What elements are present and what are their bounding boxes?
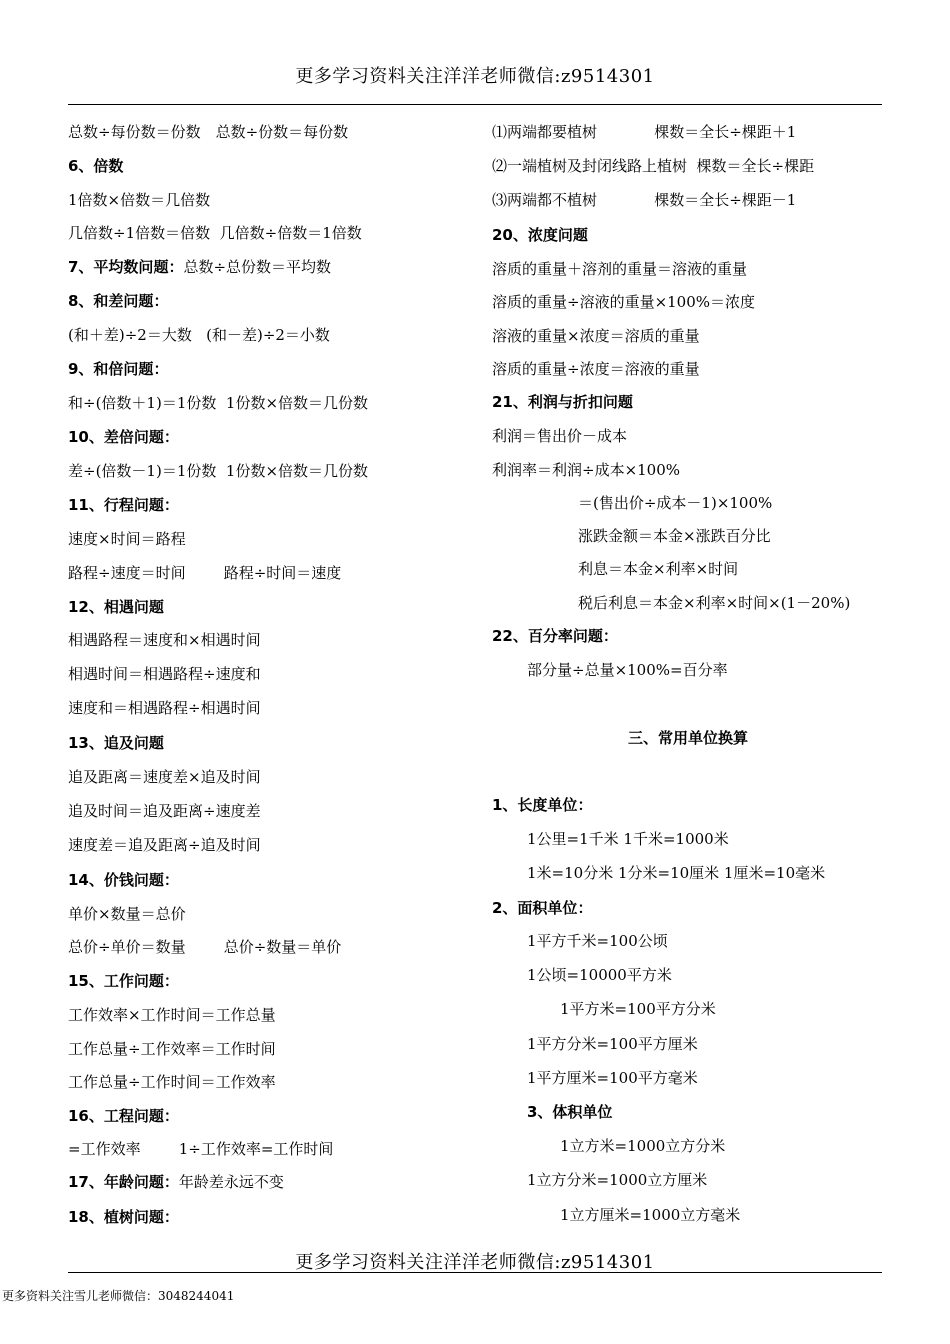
footer-rule [68,1272,882,1273]
page-footer: 更多学习资料关注洋洋老师微信:z9514301 [295,1252,655,1273]
formula-text: 年龄差永远不变 [178,1173,284,1191]
side-note: 更多资料关注雪儿老师微信：3048244041 [2,1289,235,1303]
formula-line: 利润＝售出价－成本 [492,427,628,445]
section-heading: 14、价钱问题： [68,871,179,889]
section-heading: 8、和差问题： [68,292,169,310]
formula-line: 溶质的重量÷浓度＝溶液的重量 [492,360,700,378]
formula-line: 工作总量÷工作时间＝工作效率 [68,1073,276,1091]
section-heading: 11、行程问题： [68,496,179,514]
formula-line: 1平方米=100平方分米 [560,1000,716,1018]
formula-line: 涨跌金额＝本金×涨跌百分比 [578,527,771,545]
formula-line: ⑵一端植树及封闭线路上植树 棵数＝全长÷棵距 [492,157,815,175]
section-heading: 21、利润与折扣问题 [492,393,633,411]
formula-line: 总价÷单价＝数量 总价÷数量＝单价 [68,938,342,956]
section-heading: 17、年龄问题： [68,1173,179,1191]
formula-line: 总数÷每份数＝份数 总数÷份数＝每份数 [68,123,349,141]
formula-line: 速度差＝追及距离÷追及时间 [68,836,261,854]
formula-line: 1米=10分米 1分米=10厘米 1厘米=10毫米 [527,864,826,882]
formula-line: 1平方千米=100公顷 [527,932,668,950]
formula-line: 1立方分米=1000立方厘米 [527,1171,708,1189]
formula-line: 1倍数×倍数＝几倍数 [68,191,211,209]
formula-line: 和÷(倍数＋1)＝1份数 1份数×倍数＝几份数 [68,394,369,412]
formula-line: 速度×时间＝路程 [68,530,186,548]
section-heading: 18、植树问题： [68,1208,179,1226]
formula-line: 1平方分米=100平方厘米 [527,1035,698,1053]
formula-line: 溶质的重量÷溶液的重量×100%＝浓度 [492,293,756,311]
formula-line: 速度和＝相遇路程÷相遇时间 [68,699,261,717]
formula-line: ＝(售出价÷成本－1)×100% [578,494,773,512]
section-heading-inline [68,257,331,277]
formula-line: 相遇路程＝速度和×相遇时间 [68,631,261,649]
formula-line: 追及距离＝速度差×追及时间 [68,768,261,786]
formula-line: 相遇时间＝相遇路程÷速度和 [68,665,261,683]
formula-line: 路程÷速度＝时间 路程÷时间＝速度 [68,564,342,582]
header-rule [68,104,882,105]
section-heading: 13、追及问题 [68,734,164,752]
section-heading: 12、相遇问题 [68,598,164,616]
formula-line: 单价×数量＝总价 [68,905,186,923]
section-heading: 10、差倍问题： [68,428,179,446]
formula-line: 溶质的重量＋溶剂的重量＝溶液的重量 [492,260,748,278]
section-heading: 7、平均数问题： [68,258,184,276]
formula-line: 1平方厘米=100平方毫米 [527,1069,698,1087]
formula-text: 总数÷总份数＝平均数 [183,258,332,276]
section-heading-inline [68,1172,284,1192]
formula-line: 利息＝本金×利率×时间 [578,560,739,578]
formula-line: (和＋差)÷2＝大数 (和－差)÷2＝小数 [68,326,330,344]
formula-line: 几倍数÷1倍数＝倍数 几倍数÷倍数＝1倍数 [68,224,362,242]
formula-line: 工作效率×工作时间＝工作总量 [68,1006,276,1024]
section-heading: 9、和倍问题： [68,360,169,378]
formula-line: 追及时间＝追及距离÷速度差 [68,802,261,820]
section-title-unit-conversion: 三、常用单位换算 [627,729,748,747]
formula-line: 1公里=1千米 1千米=1000米 [527,830,729,848]
formula-line: 1立方米=1000立方分米 [560,1137,726,1155]
section-heading: 1、长度单位： [492,796,593,814]
section-heading: 6、倍数 [68,157,124,175]
formula-line: ⑶两端都不植树 棵数＝全长÷棵距－1 [492,191,797,209]
formula-line: =工作效率 1÷工作效率=工作时间 [68,1140,334,1158]
section-heading: 3、体积单位 [527,1103,613,1121]
section-heading: 2、面积单位： [492,899,593,917]
formula-line: 部分量÷总量×100%=百分率 [527,661,728,679]
section-heading: 16、工程问题： [68,1107,179,1125]
section-heading: 20、浓度问题 [492,226,588,244]
formula-line: 工作总量÷工作效率＝工作时间 [68,1040,276,1058]
section-heading: 15、工作问题： [68,972,179,990]
formula-line: 税后利息＝本金×利率×时间×(1－20%) [578,594,851,612]
section-heading: 22、百分率问题： [492,627,618,645]
formula-line: 利润率＝利润÷成本×100% [492,461,681,479]
page-header: 更多学习资料关注洋洋老师微信:z9514301 [295,66,655,87]
formula-line: ⑴两端都要植树 棵数＝全长÷棵距＋1 [492,123,797,141]
formula-line: 1立方厘米=1000立方毫米 [560,1206,741,1224]
formula-line: 1公顷=10000平方米 [527,966,672,984]
formula-line: 溶液的重量×浓度＝溶质的重量 [492,327,700,345]
formula-line: 差÷(倍数－1)＝1份数 1份数×倍数＝几份数 [68,462,369,480]
